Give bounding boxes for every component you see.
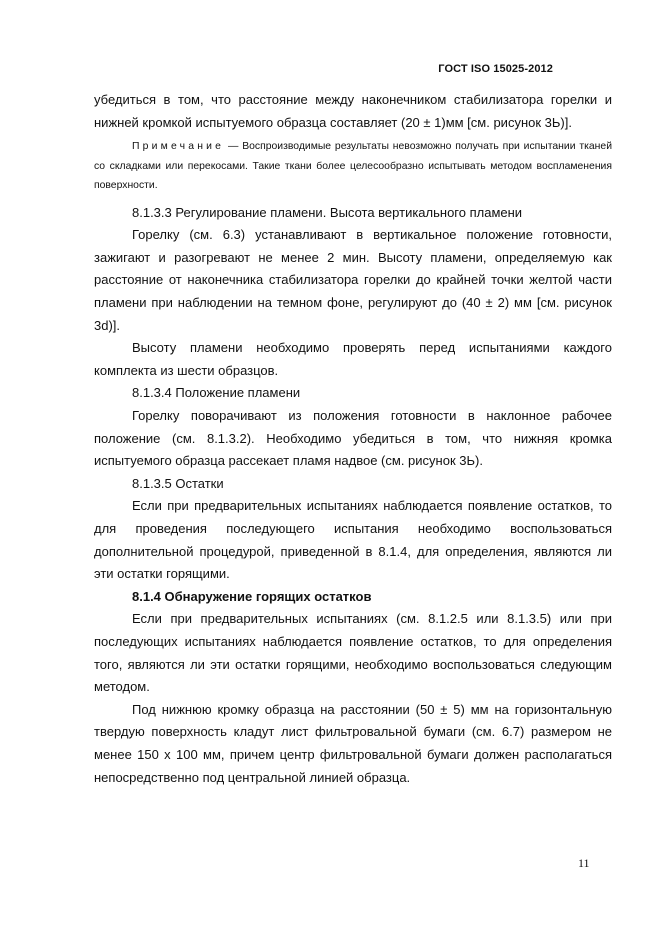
paragraph-continuation: убедиться в том, что расстояние между наконечником стабилизатора горелки и нижней кромкой испытуемого образца составляет (20 ± 1)мм [см. рисунок 3Ь)]. xyxy=(94,92,612,130)
section-heading-8-1-4: 8.1.4 Обнаружение горящих остатков xyxy=(132,588,372,604)
note-block xyxy=(94,137,612,196)
section-heading-8-1-3-3: 8.1.3.3 Регулирование пламени. Высота вертикального пламени xyxy=(132,204,523,220)
paragraph-8-1-3-3-b: Высоту пламени необходимо проверять перед испытаниями каждого комплекта из шести образцов. xyxy=(94,340,612,378)
document-body xyxy=(94,89,612,789)
note-label: Примечание xyxy=(132,141,225,153)
page-number: 11 xyxy=(578,856,590,870)
section-heading-8-1-3-4: 8.1.3.4 Положение пламени xyxy=(132,385,301,401)
note-text: — Воспроизводимые результаты невозможно получать при испытании тканей со складками или перекосами. Такие ткани более целесообразно испытывать методом воспламенения поверхности. xyxy=(94,141,612,192)
paragraph-8-1-3-3-a: Горелку (см. 6.3) устанавливают в вертикальное положение готовности, зажигают и разогревают не менее 2 мин. Высоту пламени, определяемую как расстояние от наконечника стабилизатора горелки до крайней точки желтой части пламени при наблюдении на темном фоне, регулируют до (40 ± 2) мм [см. рисунок 3d)]. xyxy=(94,227,612,333)
section-heading-8-1-3-5: 8.1.3.5 Остатки xyxy=(132,475,224,491)
document-code-header: ГОСТ ISO 15025-2012 xyxy=(438,63,553,75)
paragraph-8-1-3-4: Горелку поворачивают из положения готовности в наклонное рабочее положение (см. 8.1.3.2). Необходимо убедиться в том, что нижняя кромка испытуемого образца рассекает пламя надвое (см. рисунок 3Ь). xyxy=(94,408,612,469)
paragraph-8-1-3-5: Если при предварительных испытаниях наблюдается появление остатков, то для проведения последующего испытания необходимо воспользоваться дополнительной процедурой, приведенной в 8.1.4, для определения, являются ли эти остатки горящими. xyxy=(94,498,612,582)
paragraph-8-1-4-a: Если при предварительных испытаниях (см. 8.1.2.5 или 8.1.3.5) или при последующих испытаниях наблюдается появление остатков, то для определения того, являются ли эти остатки горящими, необходимо воспользоваться следующим методом. xyxy=(94,611,612,695)
paragraph-8-1-4-b: Под нижнюю кромку образца на расстоянии (50 ± 5) мм на горизонтальную твердую поверхность кладут лист фильтровальной бумаги (см. 6.7) размером не менее 150 х 100 мм, причем центр фильтровальной бумаги должен располагаться непосредственно под центральной линией образца. xyxy=(94,701,612,785)
